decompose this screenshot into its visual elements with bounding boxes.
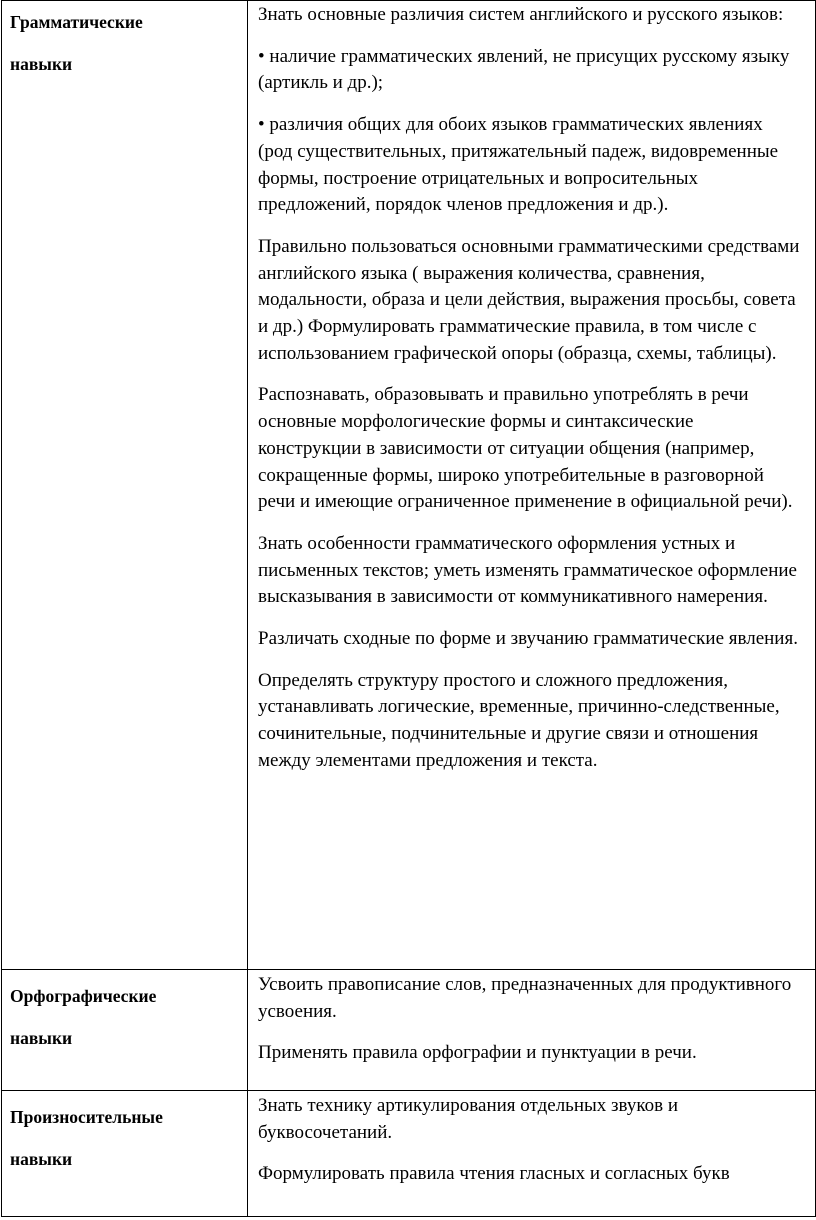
skill-name [2, 1091, 247, 1180]
skill-name-line: Орфографические [10, 986, 157, 1006]
description-paragraph: Различать сходные по форме и звучанию грамматические явления. [258, 628, 798, 650]
skill-description-cell [248, 970, 816, 1091]
skill-description-cell [248, 1, 816, 970]
skill-name-cell [2, 1, 248, 970]
description-paragraph: Применять правила орфографии и пунктуации в речи. [258, 1042, 697, 1064]
description-paragraph: Правильно пользоваться основными грамматическими средствами английского языка ( выражения количества, сравнения, модальности, образа и цели действия, выражения просьбы, совета и др.) Формулировать грамматические правила, в том числе с использованием графической опоры (образца, схемы, таблицы). [258, 235, 800, 364]
table-row-orthography [2, 970, 816, 1091]
skill-name [2, 1, 247, 85]
description-paragraph: Знать технику артикулирования отдельных звуков и буквосочетаний. [258, 1095, 679, 1143]
description-paragraph: • различия общих для обоих языков грамматических явлениях (род существительных, притяжательный падеж, видовременные формы, построение отрицательных и вопросительных предложений, порядок членов предложения и др.). [258, 114, 779, 216]
description-paragraph: Знать особенности грамматического оформления устных и письменных текстов; уметь изменять грамматическое оформление высказывания в зависимости от коммуникативного намерения. [258, 532, 797, 608]
skill-name-cell [2, 1091, 248, 1217]
skill-description-cell [248, 1091, 816, 1217]
description-paragraph: Усвоить правописание слов, предназначенных для продуктивного усвоения. [258, 974, 792, 1022]
skill-name-cell [2, 970, 248, 1091]
description-paragraph: Распознавать, образовывать и правильно употреблять в речи основные морфологические формы и синтаксические конструкции в зависимости от ситуации общения (например, сокращенные формы, широко употребительные в разговорной речи и имеющие ограниченное применение в официальной речи). [258, 384, 793, 513]
skill-name-line: навыки [10, 54, 73, 74]
description-paragraph: • наличие грамматических явлений, не присущих русскому языку (артикль и др.); [258, 45, 790, 94]
description-paragraph: Формулировать правила чтения гласных и согласных букв [258, 1163, 730, 1185]
skills-table [1, 0, 816, 1217]
skill-description [248, 1091, 815, 1188]
skill-name-line: Произносительные [10, 1107, 163, 1127]
skill-description [248, 970, 815, 1067]
description-paragraph: Знать основные различия систем английского и русского языков: [258, 4, 784, 25]
table-row-grammar [2, 1, 816, 970]
skill-name-line: Грамматические [10, 12, 143, 32]
description-paragraph: Определять структуру простого и сложного предложения, устанавливать логические, временные, причинно-следственные, сочинительные, подчинительные и другие связи и отношения между элементами предложения и текста. [258, 669, 780, 771]
skill-name [2, 970, 247, 1059]
skill-description [248, 1, 815, 775]
skill-name-line: навыки [10, 1028, 73, 1048]
skill-name-line: навыки [10, 1149, 73, 1169]
table-row-pronunciation [2, 1091, 816, 1217]
